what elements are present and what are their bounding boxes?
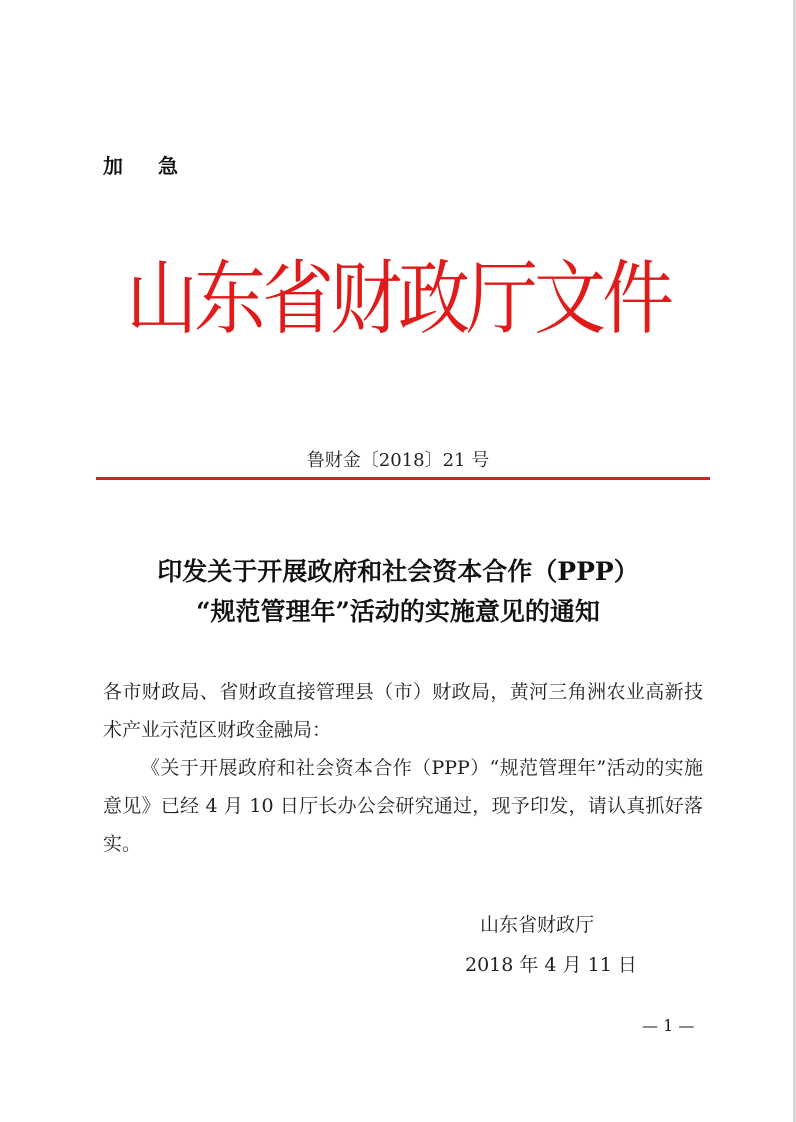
document-masthead: 山东省财政厅文件 [125,251,670,346]
title-line-2: “规范管理年”活动的实施意见的通知 [196,597,600,626]
document-number: 鲁财金〔2018〕21 号 [306,450,490,471]
urgency-mark: 加 急 [103,154,192,178]
red-separator-line [96,477,710,480]
signature-date: 2018 年 4 月 11 日 [465,954,637,976]
addressees: 各市财政局、省财政直接管理县（市）财政局，黄河三角洲农业高新技术产业示范区财政金融局： [103,681,703,741]
signature-organization: 山东省财政厅 [480,914,595,936]
page-number: — 1 — [642,1016,695,1035]
body-paragraph: 《关于开展政府和社会资本合作（PPP）“规范管理年”活动的实施意见》已经 4 月 10 日厅长办公会研究通过，现予印发，请认真抓好落实。 [103,757,703,855]
title-line-1: 印发关于开展政府和社会资本合作（PPP） [157,557,639,586]
document-body [103,673,703,863]
document-title [0,552,796,632]
